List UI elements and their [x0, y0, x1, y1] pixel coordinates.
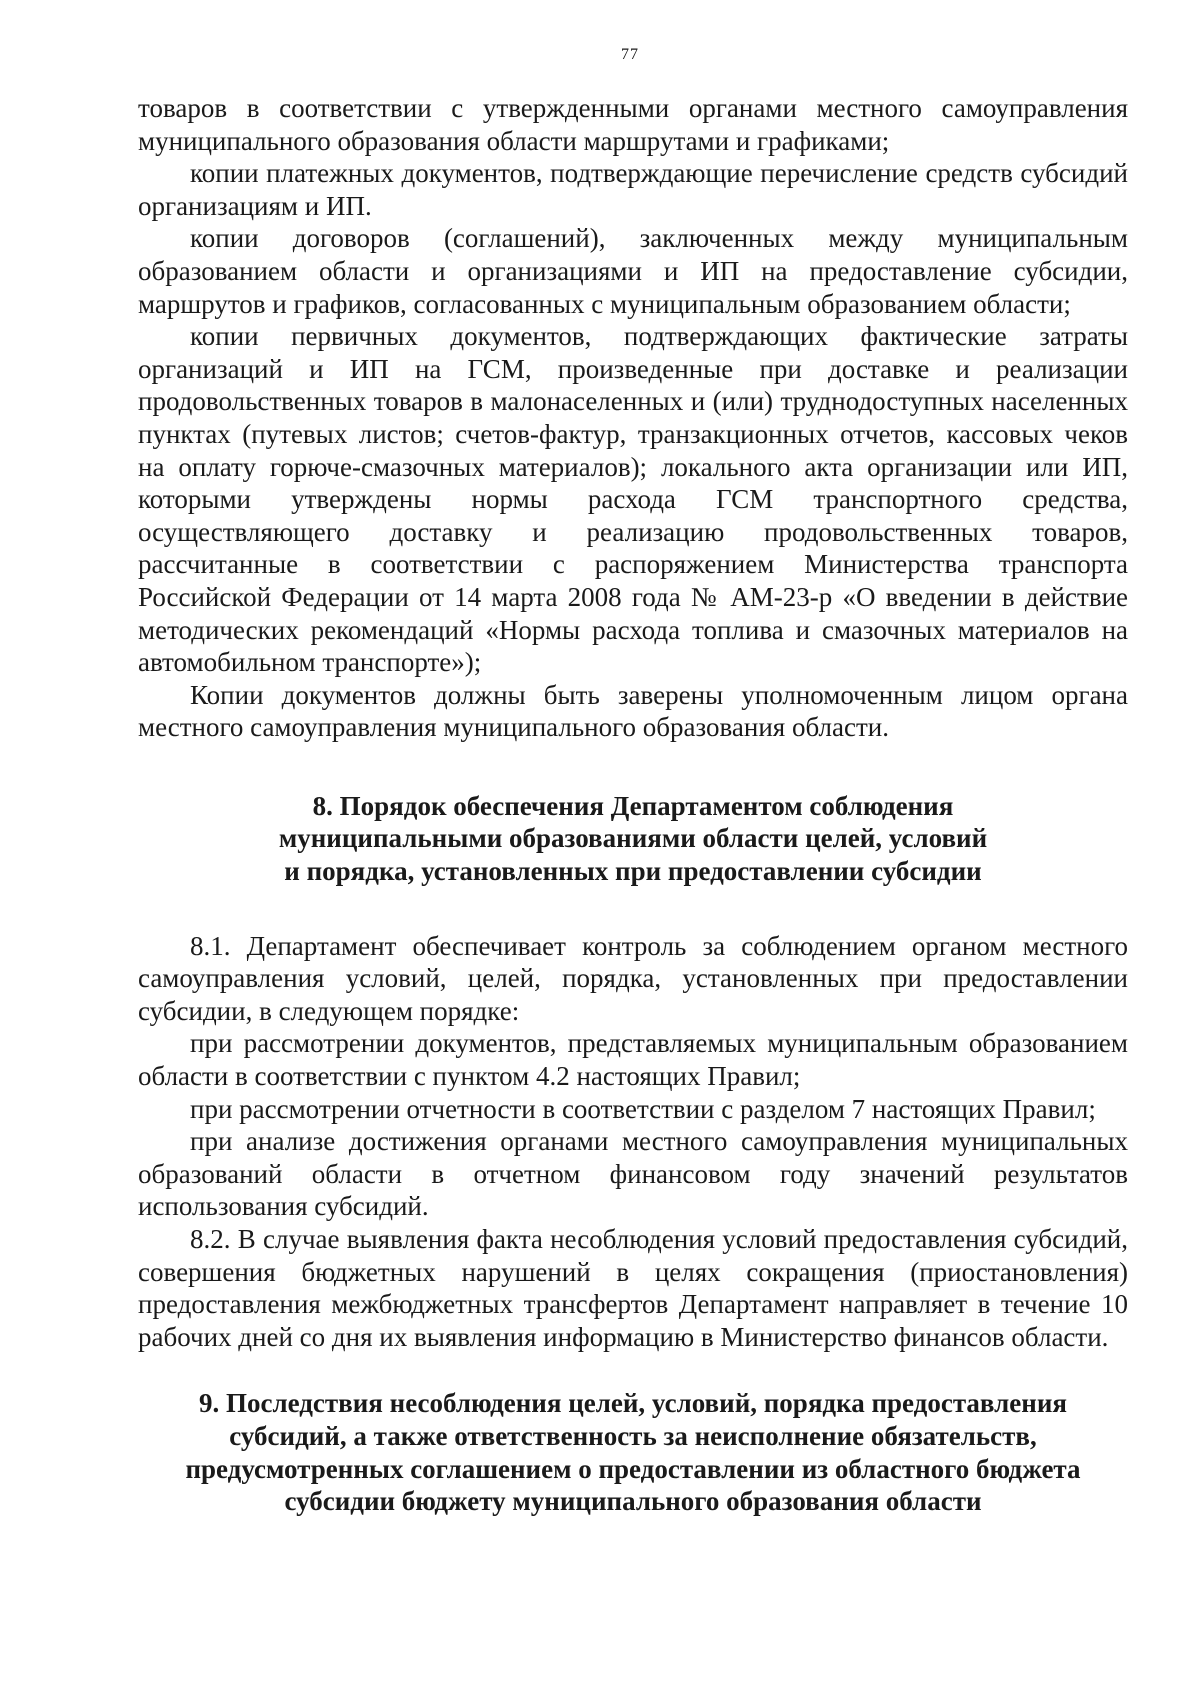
paragraph-contracts: копии договоров (соглашений), заключенных между муниципальным образованием области и организациями и ИП на предоставление субсидии, маршрутов и графиков, согласованных с муниципальным образованием области; [138, 223, 1128, 319]
paragraph-8-2: 8.2. В случае выявления факта несоблюдения условий предоставления субсидий, совершения бюджетных нарушений в целях сокращения (приостановления) предоставления межбюджетных трансфертов Департамент направляет в течение 10 рабочих дней со дня их выявления информацию в Министерство финансов области. [138, 1224, 1128, 1352]
section-8-heading-line2: муниципальными образованиями области целей, условий [278, 823, 988, 854]
body-text [138, 92, 1128, 1518]
page-number: 77 [621, 46, 639, 63]
section-9-heading: 9. Последствия несоблюдения целей, условий, порядка предоставления субсидий, а также ответственность за неисполнение обязательств, предусмотренных соглашением о предоставлении из областного бюджета субсидии бюджету муниципального образования области [185, 1388, 1081, 1517]
section-8-heading-line1: 8. Порядок обеспечения Департаментом соблюдения [312, 790, 954, 821]
paragraph-8-1: 8.1. Департамент обеспечивает контроль за соблюдением органом местного самоуправления условий, целей, порядка, установленных при предоставлении субсидии, в следующем порядке: [138, 930, 1128, 1026]
paragraph-8-1-item-documents: при рассмотрении документов, представляемых муниципальным образованием области в соответствии с пунктом 4.2 настоящих Правил; [138, 1028, 1128, 1092]
section-8-heading [138, 790, 1128, 888]
paragraph-8-1-item-reporting: при рассмотрении отчетности в соответствии с разделом 7 настоящих Правил; [190, 1093, 1096, 1124]
paragraph-8-1-item-analysis: при анализе достижения органами местного самоуправления муниципальных образований области в отчетном финансовом году значений результатов использования субсидий. [138, 1126, 1128, 1222]
paragraph-primary-docs: копии первичных документов, подтверждающих фактические затраты организаций и ИП на ГСМ, произведенные при доставке и реализации продовольственных товаров в малонаселенных и (или) труднодоступных населенных пунктах (путевых листов; счетов-фактур, транзакционных отчетов, кассовых чеков на оплату горюче-смазочных материалов); локального акта организации или ИП, которыми утверждены нормы расхода ГСМ транспортного средства, осуществляющего доставку и реализацию продовольственных товаров, рассчитанные в соответствии с распоряжением Министерства транспорта Российской Федерации от 14 марта 2008 года № АМ-23-р «О введении в действие методических рекомендаций «Нормы расхода топлива и смазочных материалов на автомобильном транспорте»); [138, 321, 1128, 678]
paragraph-continuation: товаров в соответствии с утвержденными органами местного самоуправления муниципального образования области маршрутами и графиками; [138, 93, 1128, 156]
paragraph-payment-docs: копии платежных документов, подтверждающие перечисление средств субсидий организациям и ИП. [138, 158, 1128, 221]
paragraph-certification: Копии документов должны быть заверены уполномоченным лицом органа местного самоуправления муниципального образования области. [138, 679, 1128, 743]
section-8-heading-line3: и порядка, установленных при предоставлении субсидии [284, 856, 982, 887]
